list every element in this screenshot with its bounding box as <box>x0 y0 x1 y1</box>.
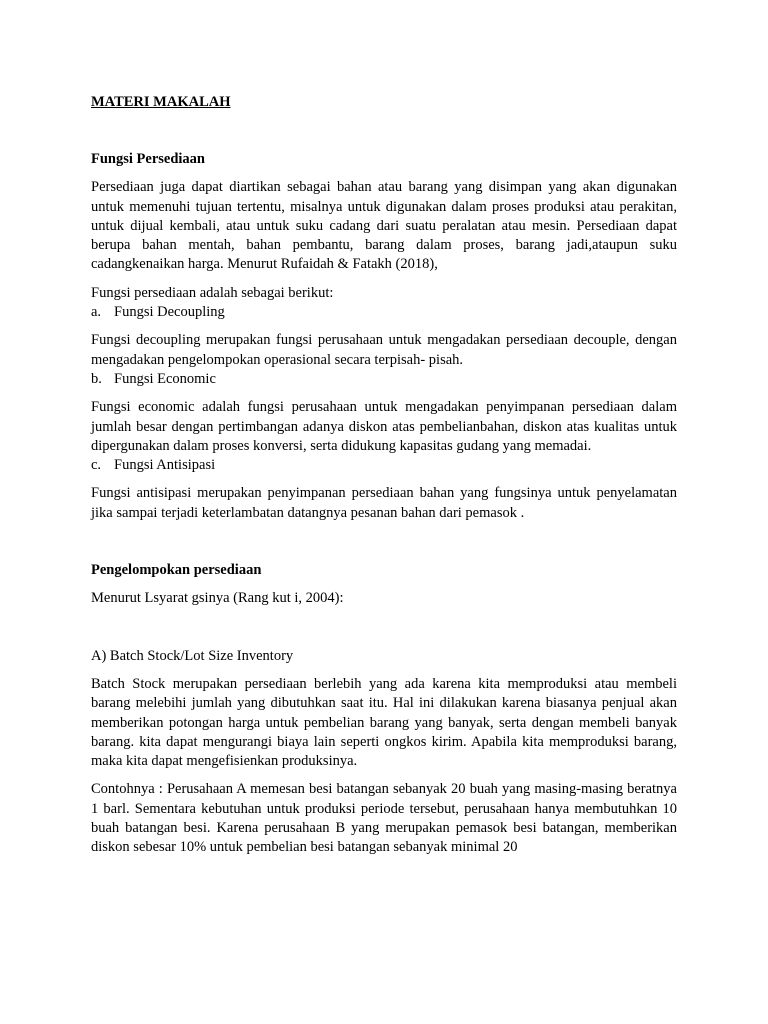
paragraph-list-intro: Fungsi persediaan adalah sebagai berikut: <box>91 284 334 301</box>
list-marker: b. <box>91 370 102 387</box>
section-heading-pengelompokan: Pengelompokan persediaan <box>91 562 262 579</box>
paragraph-source: Menurut Lsyarat gsinya (Rang kut i, 2004): <box>91 590 344 607</box>
paragraph-economic: Fungsi economic adalah fungsi perusahaan untuk mengadakan penyimpanan persediaan dalam jumlah besar dengan pertimbangan adanya diskon atas pembelianbahan, diskon atas kualitas untuk dipergunakan dalam proses konversi, serta didukung kapasitas gudang yang memadai. <box>91 399 677 454</box>
paragraph-antisipasi: Fungsi antisipasi merupakan penyimpanan persediaan bahan yang fungsinya untuk penyelamatan jika sampai terjadi keterlambatan datangnya pesanan bahan dari pemasok . <box>91 485 677 521</box>
list-item-label: Fungsi Decoupling <box>114 304 225 321</box>
list-marker: a. <box>91 304 102 321</box>
list-item-label: Fungsi Antisipasi <box>114 457 216 474</box>
paragraph-batch-stock: Batch Stock merupakan persediaan berlebih yang ada karena kita memproduksi atau membeli barang melebihi jumlah yang dibutuhkan saat itu. Hal ini dilakukan karena biasanya penjual akan memberikan potongan harga untuk pembelian barang yang banyak, serta dengan membeli banyak barang. kita dapat mengurangi biaya lain seperti ongkos kirim. Apabila kita memproduksi barang, maka kita dapat mengefisienkan produksinya. <box>91 675 677 770</box>
paragraph-decoupling: Fungsi decoupling merupakan fungsi perusahaan untuk mengadakan persediaan decouple, dengan mengadakan pengelompokan operasional secara terpisah- pisah. <box>91 332 677 368</box>
paragraph-contoh: Contohnya : Perusahaan A memesan besi batangan sebanyak 20 buah yang masing-masing beratnya 1 barl. Sementara kebutuhan untuk produksi periode tersebut, perusahaan hanya membutuhkan 10 buah batangan besi. Karena perusahaan B yang merupakan pemasok besi batangan, memberikan diskon sebesar 10% untuk pembelian besi batangan sebanyak minimal 20 <box>91 781 677 856</box>
section-heading-fungsi-persediaan: Fungsi Persediaan <box>91 151 205 167</box>
document-title: MATERI MAKALAH <box>91 94 231 110</box>
list-item-label: Fungsi Economic <box>114 370 216 387</box>
list-item-decoupling <box>91 303 677 322</box>
paragraph-intro: Persediaan juga dapat diartikan sebagai bahan atau barang yang disimpan yang akan digunakan untuk memenuhi tujuan tertentu, misalnya untuk digunakan dalam proses produksi atau perakitan, untuk dijual kembali, atau untuk suku cadang dari suatu peralatan atau mesin. Persediaan dapat berupa bahan mentah, bahan pembantu, barang dalam proses, barang jadi,ataupun suku cadangkenaikan harga. Menurut Rufaidah & Fatakh (2018), <box>91 179 677 273</box>
list-item-economic <box>91 370 677 389</box>
subheading-batch-stock: A) Batch Stock/Lot Size Inventory <box>91 647 294 664</box>
list-item-antisipasi <box>91 456 677 475</box>
list-marker: c. <box>91 457 102 474</box>
document-page <box>91 93 677 858</box>
